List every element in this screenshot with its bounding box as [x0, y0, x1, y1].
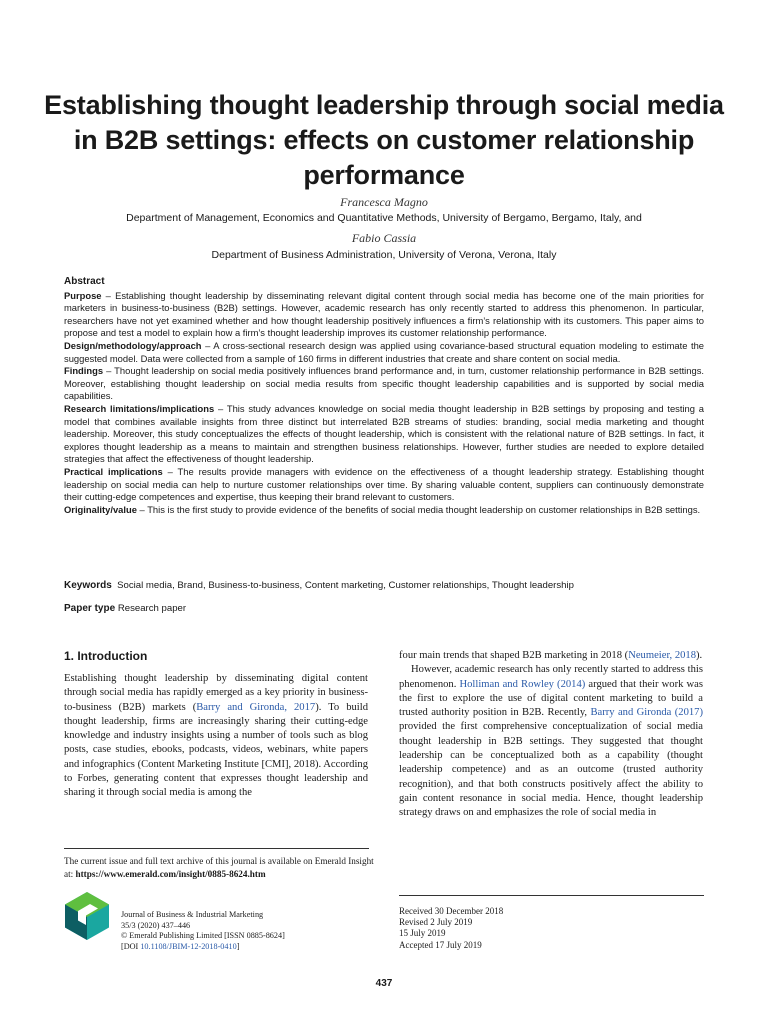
- abstract-section: [64, 504, 704, 517]
- abstract-section: [64, 290, 704, 340]
- abstract-label: Design/methodology/approach: [64, 339, 202, 351]
- body-text: argued that their work was the first to explore the use of digital content marketing to build a trusted authority position in B2B. Recently,: [399, 678, 703, 719]
- doi-link[interactable]: 10.1108/JBIM-12-2018-0410: [140, 941, 237, 951]
- body-text: ).: [696, 650, 703, 661]
- date-line: Received 30 December 2018: [399, 906, 504, 916]
- keywords-label: Keywords: [64, 580, 112, 591]
- date-line: Accepted 17 July 2019: [399, 939, 482, 950]
- abstract: [64, 276, 704, 516]
- abstract-text: – Thought leadership on social media positively influences brand performance and, in turn, customer relationship performance in B2B settings. Moreover, establishing thought leadership on social media results from specific thought leadership capabilities and is supported by social media capabilities.: [64, 365, 704, 402]
- abstract-section: [64, 403, 704, 466]
- journal-name: Journal of Business & Industrial Marketing: [121, 910, 264, 919]
- abstract-section: [64, 466, 704, 504]
- publication-dates: [399, 906, 699, 951]
- doi-prefix: [DOI: [121, 941, 141, 951]
- publisher-line: © Emerald Publishing Limited [ISSN 0885-8624]: [121, 931, 285, 940]
- body-paragraph: [399, 663, 703, 820]
- paper-type: [64, 603, 186, 614]
- keywords: [64, 580, 574, 591]
- journal-volume: 35/3 (2020) 437–446: [121, 920, 191, 930]
- author-affiliation: Department of Management, Economics and Quantitative Methods, University of Bergamo, Bergamo, Italy, and: [126, 212, 642, 224]
- abstract-section: [64, 365, 704, 403]
- body-paragraph: [399, 649, 703, 663]
- abstract-text: – This is the first study to provide evidence of the benefits of social media thought leadership on customer relationships in B2B settings.: [136, 503, 701, 515]
- body-text: provided the first comprehensive conceptualization of social media thought leadership in B2B settings. They suggested that thought leadership can be conceptualized both as a capability (thought leadership competence) and as an outcome (trusted authority recognition), and that both constructs positively affect the ability to gain content resonance in social media. Hence, thought leadership strategy draws on and emphasizes the role of social media in: [399, 721, 703, 819]
- citation-link[interactable]: Neumeier, 2018: [628, 650, 697, 661]
- abstract-text: – A cross-sectional research design was applied using covariance-based structural equation modeling to estimate the suggested model. Data were collected from a sample of 160 firms in different industries that create and share content on social media.: [64, 339, 704, 364]
- paper-type-label: Paper type: [64, 603, 116, 614]
- author-name: Fabio Cassia: [351, 231, 417, 245]
- abstract-text: – The results provide managers with evidence on the effectiveness of a thought leadership strategy. Establishing thought leadership on social media can help to nurture customer relationships over time. By sharing valuable content, suppliers can continuously demonstrate their cutting-edge competences and expertise, thus keeping their brand relevant to customers.: [64, 465, 704, 503]
- citation-link[interactable]: Holliman and Rowley (2014): [459, 678, 586, 690]
- date-line: 15 July 2019: [399, 928, 446, 939]
- paper-type-text: Research paper: [117, 603, 187, 614]
- citation-link[interactable]: Barry and Gironda (2017): [590, 707, 703, 719]
- abstract-label: Findings: [64, 365, 104, 377]
- abstract-label: Purpose: [64, 289, 102, 301]
- citation-link[interactable]: Barry and Gironda, 2017: [196, 701, 316, 713]
- doi-line: [121, 942, 371, 953]
- abstract-label: Research limitations/implications: [64, 402, 215, 414]
- journal-info: [121, 910, 371, 952]
- abstract-text: – Establishing thought leadership by disseminating relevant digital content through social media has become one of the main priorities for marketers in business-to-business (B2B) settings. However, academic research has only recently started to address this phenomenon. In particular, researchers have not yet examined whether and how thought leadership positively influences a firm’s relationship with its customers. This paper aims to propose and test a model to explain how a firm’s thought leadership improves its customer relationship performance.: [64, 289, 704, 339]
- footnote-divider: [64, 848, 369, 849]
- abstract-text: – This study advances knowledge on social media thought leadership in B2B settings by proposing and testing a model that combines available insights from three distinct but interrelated B2B streams of studies: branding, social media marketing and thought leadership. Moreover, this study conceptualizes the effects of thought leadership, which is consistent with the relational nature of B2B settings. In fact, it explores thought leadership as a means to maintain and strengthen business relationships. However, further studies are needed to explore detailed strategies that affect the effectiveness of thought leadership.: [64, 402, 704, 465]
- abstract-label: Originality/value: [64, 503, 137, 515]
- keywords-text: Social media, Brand, Business-to-business, Content marketing, Customer relationships, Thought leadership: [117, 580, 574, 591]
- abstract-label: Practical implications: [64, 465, 163, 477]
- dates-divider: [399, 895, 704, 896]
- body-text: ). To build thought leadership, firms are increasingly sharing their cutting-edge knowledge and industry insights using a number of tools such as blog posts, case studies, ebooks, podcasts, videos, webinars, white papers and infographics (Content Marketing Institute [CMI], 2018). According to Forbes, generating content that expresses thought leadership and sharing it through social media is among the: [64, 701, 368, 799]
- doi-suffix: ]: [236, 941, 240, 951]
- footnote-url-link[interactable]: https://www.emerald.com/insight/0885-8624.htm: [75, 868, 266, 879]
- right-column: [399, 649, 703, 821]
- body-paragraph: [64, 672, 368, 801]
- body-text: Establishing thought leadership by disseminating digital content through social media has rapidly emerged as a key priority in business-to-business (B2B) markets (: [64, 673, 368, 713]
- author-name: Francesca Magno: [340, 195, 428, 209]
- abstract-section: [64, 340, 704, 365]
- page-number: 437: [375, 978, 393, 989]
- body-text: four main trends that shaped B2B marketing in 2018 (: [399, 650, 629, 661]
- date-line: Revised 2 July 2019: [399, 917, 473, 928]
- abstract-heading: Abstract: [64, 276, 105, 287]
- emerald-logo-icon: [64, 891, 110, 941]
- body-text: However, academic research has only recently started to address this phenomenon.: [399, 664, 703, 690]
- footnote: [64, 855, 374, 880]
- section-heading: 1. Introduction: [64, 649, 148, 663]
- left-column: [64, 648, 368, 801]
- footnote-text: The current issue and full text archive of this journal is available on Emerald Insight at:: [64, 856, 374, 879]
- paper-title: Establishing thought leadership through social media in B2B settings: effects on customer relationship performance: [44, 90, 724, 190]
- author-affiliation: Department of Business Administration, University of Verona, Verona, Italy: [211, 249, 557, 261]
